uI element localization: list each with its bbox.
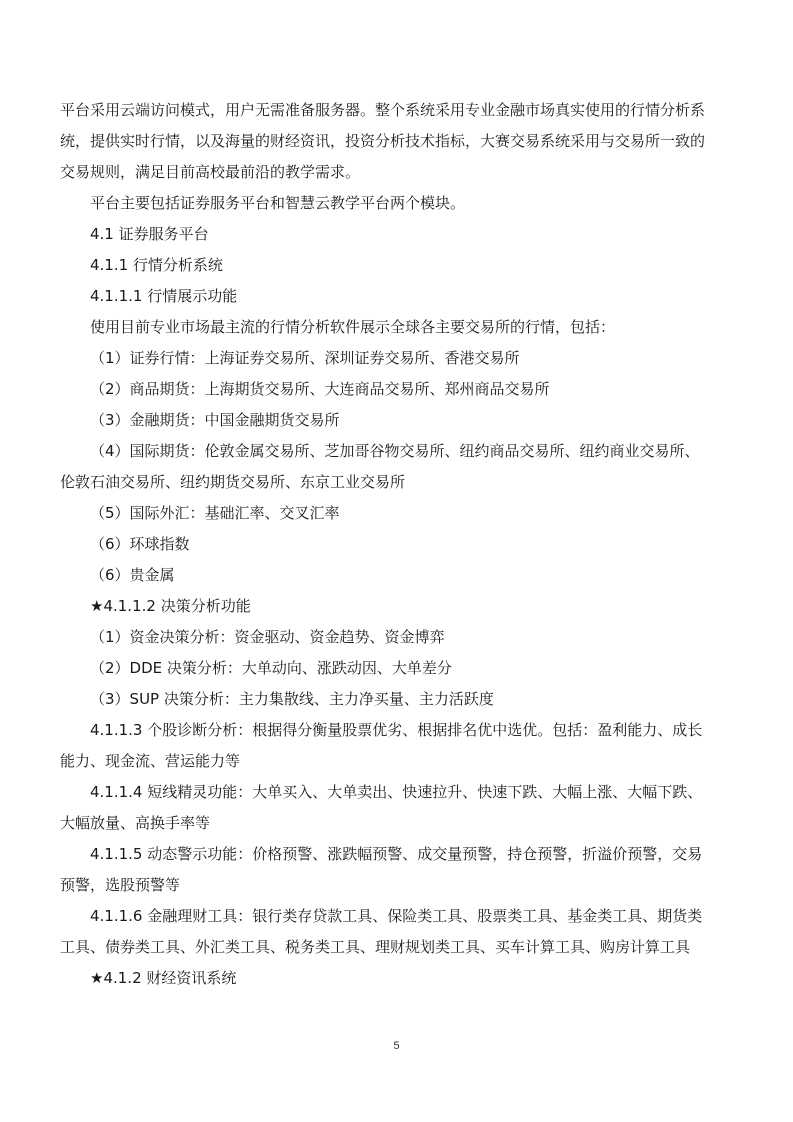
text-line: ★4.1.2 财经资讯系统: [90, 969, 237, 987]
text-line: （4）国际期货：伦敦金属交易所、芝加哥谷物交易所、纽约商品交易所、纽约商业交易所、: [90, 442, 700, 460]
text-line: 4.1.1.4 短线精灵功能：大单买入、大单卖出、快速拉升、快速下跌、大幅上涨、大幅下跌、: [90, 783, 703, 801]
text-line: （6）贵金属: [90, 566, 175, 584]
text-line: （3）金融期货：中国金融期货交易所: [90, 411, 340, 429]
text-line: 交易规则，满足目前高校最前沿的教学需求。: [60, 163, 361, 181]
text-line: 平台采用云端访问模式，用户无需准备服务器。整个系统采用专业金融市场真实使用的行情分析系: [60, 101, 706, 119]
text-line: 4.1.1 行情分析系统: [90, 256, 223, 274]
text-line: （6）环球指数: [90, 535, 190, 553]
text-line: （3）SUP 决策分析：主力集散线、主力净买量、主力活跃度: [90, 690, 494, 708]
text-line: 预警，选股预警等: [60, 876, 181, 894]
text-line: （1）证券行情：上海证券交易所、深圳证券交易所、香港交易所: [90, 349, 520, 367]
text-line: 4.1.1.1 行情展示功能: [90, 287, 238, 305]
text-line: 大幅放量、高换手率等: [60, 814, 211, 832]
text-line: 4.1.1.3 个股诊断分析：根据得分衡量股票优劣、根据排名优中选优。包括：盈利能力、成长: [90, 721, 703, 739]
text-line: 4.1.1.5 动态警示功能：价格预警、涨跌幅预警、成交量预警，持仓预警，折溢价预警，交易: [90, 845, 703, 863]
text-line: （5）国际外汇：基础汇率、交叉汇率: [90, 504, 340, 522]
text-line: ★4.1.1.2 决策分析功能: [90, 597, 251, 615]
text-line: 能力、现金流、营运能力等: [60, 752, 241, 770]
text-line: 4.1.1.6 金融理财工具：银行类存贷款工具、保险类工具、股票类工具、基金类工具、期货类: [90, 907, 703, 925]
text-line: 伦敦石油交易所、纽约期货交易所、东京工业交易所: [60, 473, 406, 491]
text-line: 平台主要包括证券服务平台和智慧云教学平台两个模块。: [90, 194, 466, 212]
text-line: 使用目前专业市场最主流的行情分析软件展示全球各主要交易所的行情，包括：: [90, 318, 616, 336]
text-line: （2）DDE 决策分析：大单动向、涨跌动因、大单差分: [90, 659, 452, 677]
text-line: （2）商品期货：上海期货交易所、大连商品交易所、郑州商品交易所: [90, 380, 550, 398]
document-body: [60, 95, 740, 994]
page-number: 5: [393, 1040, 400, 1052]
text-line: （1）资金决策分析：资金驱动、资金趋势、资金博弈: [90, 628, 445, 646]
text-line: 4.1 证券服务平台: [90, 225, 209, 243]
text-line: 统，提供实时行情，以及海量的财经资讯，投资分析技术指标，大赛交易系统采用与交易所一致的: [60, 132, 706, 150]
text-line: 工具、债券类工具、外汇类工具、税务类工具、理财规划类工具、买车计算工具、购房计算工具: [60, 938, 691, 956]
